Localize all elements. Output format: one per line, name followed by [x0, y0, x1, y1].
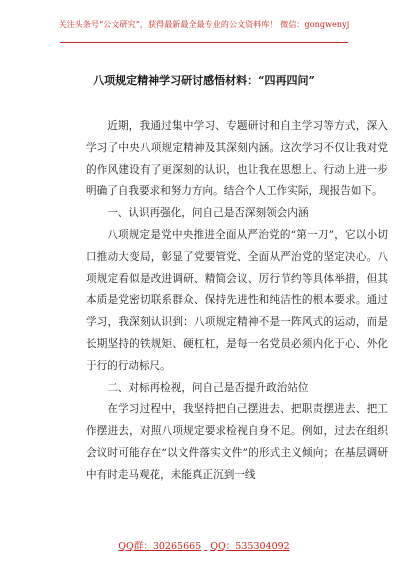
body-paragraph: 在学习过程中，我坚持把自己摆进去、把职责摆进去、把工作摆进去，对照八项规定要求检视自身不足。例如，过去在组织会议时可能存在“以文件落实文件”的形式主义倾向；在基层调研中有时走马观花，未能真正沉到一线: [86, 403, 388, 481]
document-body: [86, 116, 388, 487]
intro-paragraph: 近期，我通过集中学习、专题研讨和自主学习等方式，深入学习了中央八项规定精神及其深刻内涵。这次学习不仅让我对党的作风建设有了更深刻的认识，也让我在思想上、行动上进一步明确了自我要求和努力方向。结合个人工作实际，现报告如下。: [86, 120, 388, 198]
section-heading-1: 一、认识再强化，问自己是否深刻领会内涵: [107, 207, 309, 220]
footer-qq-group: QQ群：30265665: [118, 541, 202, 552]
body-paragraph: 八项规定是党中央推进全面从严治党的“第一刀”，它以小切口推动大变局，彰显了党要管党、全面从严治党的坚定决心。八项规定看似是改进调研、精简会议、厉行节约等具体举措，但其本质是党密切联系群众、保持先进性和纯洁性的根本要求。通过学习，我深刻认识到：八项规定精神不是一阵风式的运动，而是长期坚持的铁规矩、硬杠杠，是每一名党员必须内化于心、外化于行的行动标尺。: [86, 228, 388, 372]
header-banner: 关注头条号“公文研究”，获得最新最全最专业的公文资料库！ 微信：gongwenyj: [58, 20, 350, 29]
footer-contact: [0, 538, 408, 552]
document-title: 八项规定精神学习研讨感悟材料：“四再四问”: [93, 74, 315, 87]
section-heading-2: 二、对标再检视，问自己是否提升政治站位: [107, 381, 309, 394]
footer-qq-number: QQ：535304092: [210, 541, 290, 552]
header-divider: [60, 42, 348, 43]
